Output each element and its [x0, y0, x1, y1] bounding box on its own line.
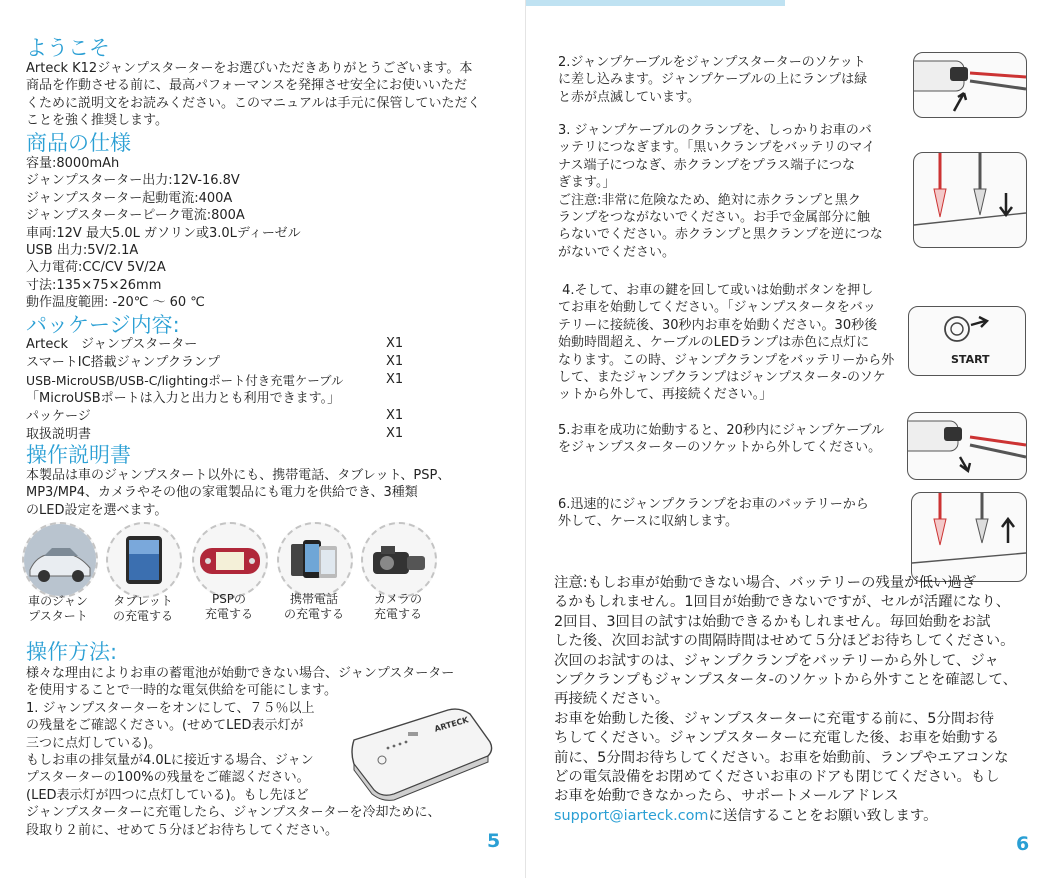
spec-heading: 商品の仕様: [26, 131, 131, 155]
car-icon: [22, 522, 98, 598]
package-heading: パッケージ内容:: [26, 313, 180, 337]
step-5-text: 5.お車を成功に始動すると、20秒内にジャンプケーブル をジャンプスターターのソケットから外してください。: [558, 423, 885, 456]
device-brand: ARTECK: [433, 715, 470, 734]
tablet-icon: [106, 522, 182, 598]
manual-text: 本製品は車のジャンプスタート以外にも、携帯電話、タブレット、PSP、 MP3/MP4、カメラやその他の家電製品にも電力を供給でき、3種類 のLED設定を選べます。: [26, 468, 451, 518]
package-item-name: 取扱説明書: [26, 427, 92, 442]
list-item: [26, 426, 416, 443]
use-label-phone: 携帯電話 の充電する: [283, 592, 344, 621]
package-item-name: 「MicroUSBポートは入力と出力とも利用できます。」: [26, 391, 341, 406]
use-label-tablet: タブレット の充電する: [112, 594, 173, 623]
package-item-name: USB-MicroUSB/USB-C/lightingポート付き充電ケーブル: [26, 373, 344, 388]
use-label-camera: カメラの 充電する: [373, 592, 422, 621]
list-item: [26, 354, 416, 371]
step-4-text: 4.そして、お車の鍵を回して或いは始動ボタンを押し てお車を始動してください。「ジャンプスタータをバッ テリーに接続後、30秒内お車を始動ください。30秒後 始動時間超え、ケーブルのLEDランプは赤色に点灯に なります。この時、ジャンプクランプをバッテリーから外 して、またジャンプクランプはジャンプスタータ-のソケ ットから外して、再接続ください。」: [558, 283, 895, 403]
phone-icon: [277, 522, 353, 598]
note-text: 注意:もしお車が始動できない場合、バッテリーの残量が低い過ぎ るかもしれません。1回目が始動できないですが、セルが活躍になり、 2回目、3回目の試すは始動できるかもしれません。毎回始動をお試 した後、次回お試すの間隔時間はせめて５分ほどお待ちしてください。 次回のお試すのは、ジャンプクランプをバッテリーから外して、ジャ ンプクランプもジャンプスタータ-のソケットから外すことを確認して、 再接続ください。 お車を始動した後、ジャンプスターターに充電する前に、5分間お待 ちしてください。ジャンプスターターに充電した後、お車を始動する 前に、5分間お待ちしてください。お車を始動前、ランプやエアコンな どの電気設備をお閉めてくださいお車のドアも閉じてください。もし お車を始動できなかったら、サポートメールアドレス: [554, 575, 1017, 805]
clamp-remove-icon: [911, 492, 1027, 582]
package-item-qty: X1: [386, 426, 404, 441]
method-text: 様々な理由によりお車の蓄電池が始動できない場合、ジャンプスターター を使用することで一時的な電気供給を可能にします。 1. ジャンプスターターをオンにして、７５％以上 の残量をご確認ください。(せめてLED表示灯が 三つに点灯している)。 もしお車の排気量が4.0Lに接近する場合、ジャン プスターターの100%の残量をご確認ください。 (LED表示灯が四つに点灯している)。もし先ほど ジャンプスターターに充電したら、ジャンプスターターを冷却ために、 段取り２前に、せめて５分ほどお待ちしてください。: [26, 666, 455, 838]
package-item-qty: X1: [386, 354, 404, 369]
support-suffix: に送信することをお願い致します。: [708, 808, 938, 824]
cable-plug-icon: [913, 52, 1027, 118]
package-item-qty: X1: [386, 408, 404, 423]
manual-heading: 操作説明書: [26, 443, 131, 467]
step-6-text: 6.迅速的にジャンプクランプをお車のバッテリーから 外して、ケースに収納します。: [558, 497, 869, 530]
jump-starter-illustration: [348, 702, 498, 802]
battery-clamp-icon: [913, 152, 1027, 248]
package-item-qty: X1: [386, 372, 404, 387]
package-item-name: スマートIC搭載ジャンプクランプ: [26, 355, 221, 370]
page-left: [0, 0, 525, 878]
page-right: [525, 0, 1052, 878]
start-label: START: [951, 353, 990, 366]
page-number: 5: [487, 830, 501, 852]
cable-unplug-icon: [907, 412, 1027, 480]
package-item-name: Arteck ジャンプスターター: [26, 337, 198, 352]
use-label-psp: PSPの 充電する: [204, 592, 253, 621]
use-label-car: 車のジャン プスタート: [28, 594, 88, 623]
psp-icon: [192, 522, 268, 598]
step-2-text: 2.ジャンプケーブルをジャンプスターターのソケット に差し込みます。ジャンプケーブルの上にランプは緑 と赤が点滅しています。: [558, 55, 868, 105]
list-item: [26, 372, 416, 389]
support-email-link[interactable]: support@iarteck.com: [554, 808, 709, 824]
list-item: [26, 336, 416, 353]
package-item-qty: X1: [386, 336, 404, 351]
page-number: 6: [1016, 833, 1030, 855]
welcome-heading: ようこそ: [26, 36, 110, 60]
step-3-text: 3. ジャンプケーブルのクランプを、しっかりお車のバ ッテリにつなぎます。「黒いクランプをバッテリのマイ ナス端子につなぎ、赤クランプをプラス端子につな ぎます。」 ご注意:非常に危険なため、絶対に赤クランプと黒ク ランプをつながないでください。お手で金属部分に触 らないでください。赤クランプと黒クランプを逆につな がないでください。: [558, 123, 883, 260]
welcome-text: Arteck K12ジャンプスターターをお選びいただきありがとうございます。本 商品を作動させる前に、最高パフォーマンスを発揮させ安全にお使いいただ くために説明文をお読みください。このマニュアルは手元に保管していただく ことを強く推奨します。: [26, 61, 481, 129]
method-heading: 操作方法:: [26, 640, 118, 664]
list-item: [26, 390, 416, 407]
spec-list: 容量:8000mAh ジャンプスターター出力:12V-16.8V ジャンプスターター起動電流:400A ジャンプスターターピーク電流:800A 車両:12V 最大5.0L ガソリン或3.0Lディーゼル USB 出力:5V/2.1A 入力電荷:CC/CV 5V/2A 寸法:135×75×26mm 動作温度範囲: -20℃ ～ 60 ℃: [26, 156, 301, 311]
package-item-name: パッケージ: [26, 409, 91, 424]
list-item: [26, 408, 416, 425]
camera-icon: [361, 522, 437, 598]
ignition-key-icon: [908, 306, 1026, 376]
support-line: [554, 807, 938, 826]
